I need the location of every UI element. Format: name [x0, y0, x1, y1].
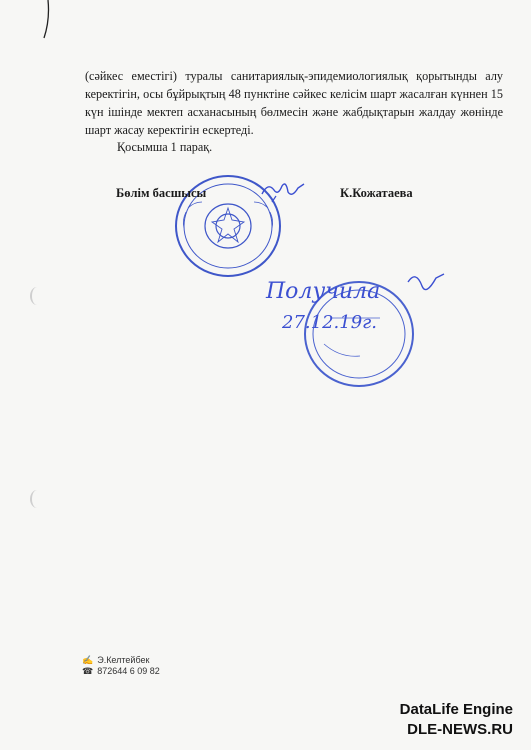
body-paragraph-text: (сәйкес еместігі) туралы санитариялық-эпидемиологиялық қорытынды алу керектігін, осы бұйрықтың 48 пунктіне сәйкес келісім шарт жасалған күннен 15 күн ішінде мектеп асханасының бөлмесін және жабдықтарын жалдау жөнінде шарт жасау керектігін ескертеді. — [85, 69, 503, 137]
attachment-note: Қосымша 1 парақ. — [117, 140, 213, 154]
signatory-name: К.Кожатаева — [340, 186, 413, 200]
watermark-line1: DataLife Engine — [399, 701, 513, 718]
handwritten-receipt — [260, 268, 450, 340]
receipt-date: 27.12.19г. — [282, 312, 377, 333]
phone-icon: ☎ — [82, 666, 94, 676]
receipt-word: Получила — [266, 279, 381, 304]
document-footer — [82, 655, 160, 677]
executor-row — [82, 655, 160, 666]
executor-phone: 872644 6 09 82 — [97, 666, 160, 676]
handwritten-signature — [258, 176, 308, 204]
body-paragraph — [85, 67, 503, 139]
pen-icon: ✍ — [82, 655, 94, 665]
punch-hole-bottom — [30, 490, 44, 508]
site-watermark — [400, 700, 513, 740]
receipt-signature — [408, 274, 444, 290]
signatory-position: Бөлім басшысы — [116, 186, 207, 200]
corner-pen-mark — [42, 0, 82, 40]
executor-name: Э.Келтейбек — [97, 655, 150, 665]
phone-row — [82, 666, 160, 677]
punch-hole-top — [30, 287, 44, 305]
watermark-line2: DLE-NEWS.RU — [407, 721, 513, 738]
